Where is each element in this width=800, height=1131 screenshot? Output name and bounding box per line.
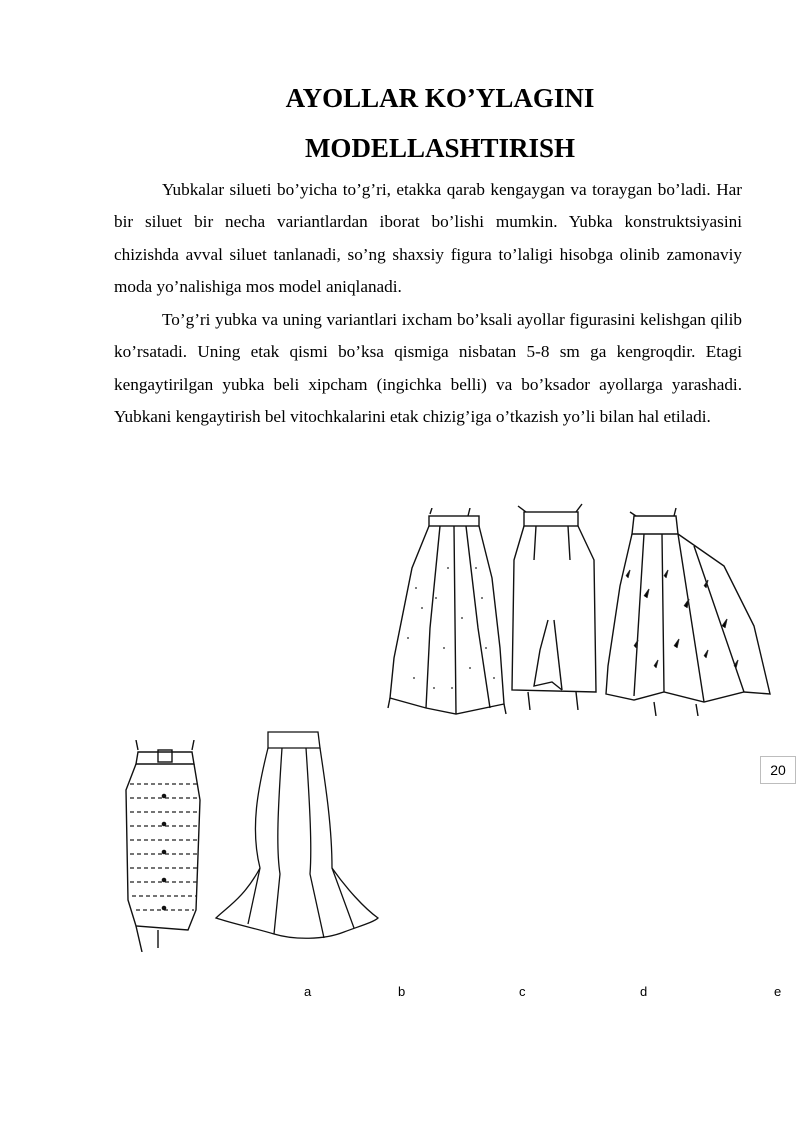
figure-label-b: b — [398, 984, 406, 999]
page-number: 20 — [760, 756, 796, 784]
skirt-illustration-flared-print — [604, 506, 772, 716]
figure-label-e: e — [774, 984, 782, 999]
body-paragraph-1 — [114, 174, 742, 304]
page-title-line-1: AYOLLAR KO’YLAGINI — [285, 83, 595, 113]
figure-label-a: a — [304, 984, 312, 999]
paragraph-text: Yubkalar silueti bo’yicha to’g’ri, etakka qarab kengaygan va toraygan bo’ladi. Har bir siluet bir necha variantlardan iborat bo’lishi mumkin. Yubka konstruktsiyasini chizishda avval siluet tanlanadi, so’ng shaxsiy figura to’laligi hisobga olinib zamonaviy moda yo’nalishiga mos model aniqlanadi. — [114, 180, 742, 297]
body-paragraph-2 — [114, 304, 742, 434]
figure-label-d: d — [640, 984, 648, 999]
skirt-illustration-straight-slit — [506, 500, 602, 710]
paragraph-text: To’g’ri yubka va uning variantlari ixcham bo’ksali ayollar figurasini kelishgan qilib ko’rsatadi. Uning etak qismi bo’ksa qismiga nisbatan 5-8 sm ga kengroqdir. Etagi kengaytirilgan yubka beli xipcham (ingichka belli) va bo’ksador ayollarga yarashadi. Yubkani kengaytirish bel vitochkalarini etak chizig’iga o’tkazish yo’li bilan hal etiladi. — [114, 310, 742, 427]
page-title-line-2: MODELLASHTIRISH — [304, 133, 576, 163]
skirt-illustration-tulip-buttoned — [118, 740, 202, 952]
figure-label-c: c — [519, 984, 526, 999]
skirt-illustration-mermaid — [214, 728, 380, 942]
skirt-illustration-paneled — [386, 508, 508, 718]
